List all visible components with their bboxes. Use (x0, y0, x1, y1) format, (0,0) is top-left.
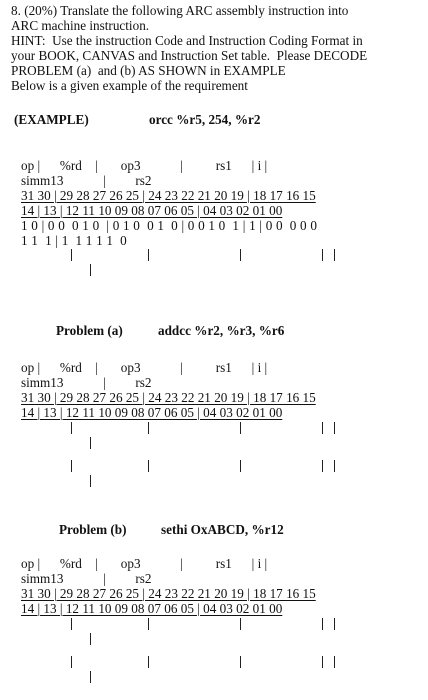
problem-b-fields-row1: op | %rd | op3 | rs1 | i | (21, 556, 268, 571)
divider-tick (90, 671, 91, 683)
divider-tick (240, 422, 241, 434)
problem-b-label: Problem (b) (59, 522, 127, 537)
divider-tick (148, 618, 149, 630)
divider-tick (71, 422, 72, 434)
example-instruction: orcc %r5, 254, %r2 (149, 112, 261, 127)
divider-tick (322, 460, 323, 472)
divider-tick (334, 249, 335, 261)
example-bitpos-row1: 31 30 | 29 28 27 26 25 | 24 23 22 21 20 19 | 18 17 16 15 (21, 188, 316, 203)
problem-b-section (11, 522, 423, 697)
problem-b-instruction: sethi OxABCD, %r12 (161, 522, 284, 537)
hint-line-4: Below is a given example of the requirement (11, 78, 248, 93)
problem-a-bitpos-row1: 31 30 | 29 28 27 26 25 | 24 23 22 21 20 19 | 18 17 16 15 (21, 390, 316, 405)
question-title-cont: ARC machine instruction. (11, 18, 150, 33)
divider-tick (334, 422, 335, 434)
divider-tick (71, 618, 72, 630)
divider-tick (334, 656, 335, 668)
problem-a-bitpos-row2: 14 | 13 | 12 11 10 09 08 07 06 05 | 04 03 02 01 00 (21, 405, 283, 420)
example-bits-row1: 1 0 | 0 0 0 1 0 | 0 1 0 0 1 0 | 0 0 1 0 1 | 1 | 0 0 0 0 0 (21, 218, 318, 233)
divider-tick (322, 422, 323, 434)
question-title: 8. (20%) Translate the following ARC assembly instruction into (11, 3, 349, 18)
example-label: (EXAMPLE) (14, 112, 89, 127)
divider-tick (322, 249, 323, 261)
problem-a-section (11, 323, 423, 498)
divider-tick (240, 656, 241, 668)
hint-line-2: your BOOK, CANVAS and Instruction Set table. Please DECODE (11, 48, 368, 63)
divider-tick (240, 460, 241, 472)
problem-a-fields-row2: simm13 | rs2 (21, 375, 152, 390)
problem-b-bitpos-row1: 31 30 | 29 28 27 26 25 | 24 23 22 21 20 19 | 18 17 16 15 (21, 586, 316, 601)
divider-tick (90, 475, 91, 487)
divider-tick (90, 633, 91, 645)
divider-tick (334, 460, 335, 472)
divider-tick (148, 422, 149, 434)
divider-tick (90, 437, 91, 449)
divider-tick (148, 656, 149, 668)
divider-tick (71, 249, 72, 261)
example-bits-row2: 1 1 1 | 1 1 1 1 1 0 (21, 233, 127, 248)
hint-line-3: PROBLEM (a) and (b) AS SHOWN in EXAMPLE (11, 63, 286, 78)
problem-a-label: Problem (a) (56, 323, 123, 338)
question-header (11, 3, 423, 93)
hint-line-1: HINT: Use the instruction Code and Instruction Coding Format in (11, 33, 363, 48)
divider-tick (71, 460, 72, 472)
example-fields-row2: simm13 | rs2 (21, 173, 152, 188)
divider-tick (334, 618, 335, 630)
divider-tick (90, 264, 91, 276)
divider-tick (322, 656, 323, 668)
divider-tick (240, 249, 241, 261)
divider-tick (322, 618, 323, 630)
problem-b-fields-row2: simm13 | rs2 (21, 571, 152, 586)
problem-b-bitpos-row2: 14 | 13 | 12 11 10 09 08 07 06 05 | 04 03 02 01 00 (21, 601, 283, 616)
divider-tick (71, 656, 72, 668)
problem-a-instruction: addcc %r2, %r3, %r6 (158, 323, 285, 338)
divider-tick (148, 460, 149, 472)
example-bitpos-row2: 14 | 13 | 12 11 10 09 08 07 06 05 | 04 03 02 01 00 (21, 203, 283, 218)
problem-a-fields-row1: op | %rd | op3 | rs1 | i | (21, 360, 268, 375)
example-section (11, 112, 423, 292)
divider-tick (240, 618, 241, 630)
divider-tick (148, 249, 149, 261)
example-fields-row1: op | %rd | op3 | rs1 | i | (21, 158, 268, 173)
